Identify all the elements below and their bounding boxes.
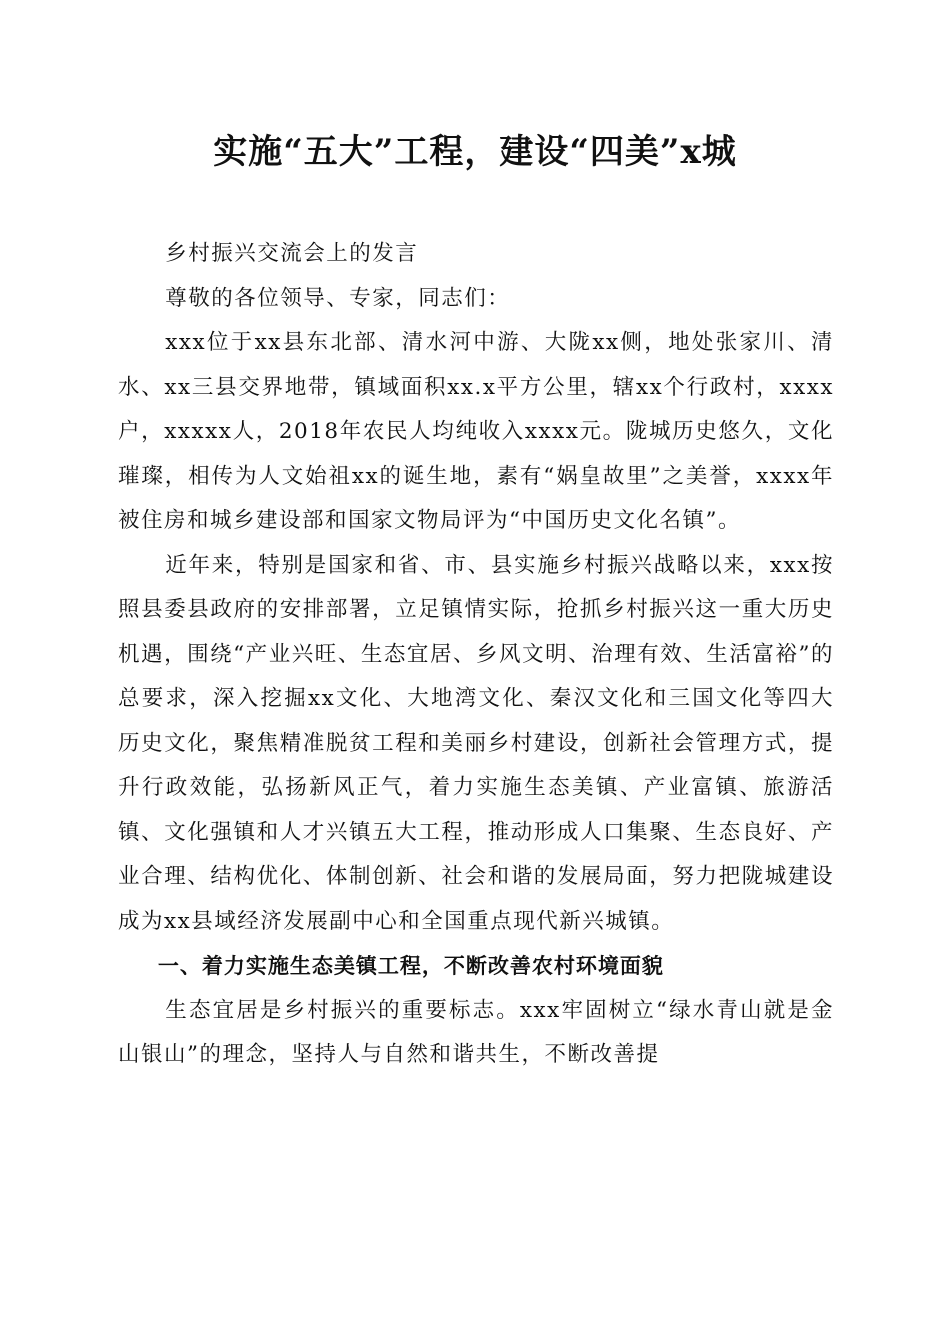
section-heading: 一、着力实施生态美镇工程，不断改善农村环境面貌 [157, 954, 664, 978]
section-paragraph: 生态宜居是乡村振兴的重要标志。xxx牢固树立“绿水青山就是金山银山”的理念，坚持人与自然和谐共生，不断改善提 [118, 997, 834, 1067]
document-body [118, 232, 834, 1078]
body-paragraph: 近年来，特别是国家和省、市、县实施乡村振兴战略以来，xxx按照县委县政府的安排部署，立足镇情实际，抢抓乡村振兴这一重大历史机遇，围绕“产业兴旺、生态宜居、乡风文明、治理有效、生活富裕”的总要求，深入挖掘xx文化、大地湾文化、秦汉文化和三国文化等四大历史文化，聚焦精准脱贫工程和美丽乡村建设，创新社会管理方式，提升行政效能，弘扬新风正气，着力实施生态美镇、产业富镇、旅游活镇、文化强镇和人才兴镇五大工程，推动形成人口集聚、生态良好、产业合理、结构优化、体制创新、社会和谐的发展局面，努力把陇城建设成为xx县域经济发展副中心和全国重点现代新兴城镇。 [118, 552, 834, 934]
salutation: 尊敬的各位领导、专家，同志们： [165, 285, 511, 311]
document-title: 实施“五大”工程，建设“四美”x城 [213, 132, 737, 172]
body-paragraph: xxx位于xx县东北部、清水河中游、大陇xx侧，地处张家川、清水、xx三县交界地带，镇域面积xx.x平方公里，辖xx个行政村，xxxx户，xxxxx人，2018年农民人均纯收入xxxx元。陇城历史悠久，文化璀璨，相传为人文始祖xx的诞生地，素有“娲皇故里”之美誉，xxxx年被住房和城乡建设部和国家文物局评为“中国历史文化名镇”。 [118, 330, 834, 533]
document-subtitle: 乡村振兴交流会上的发言 [165, 241, 419, 266]
